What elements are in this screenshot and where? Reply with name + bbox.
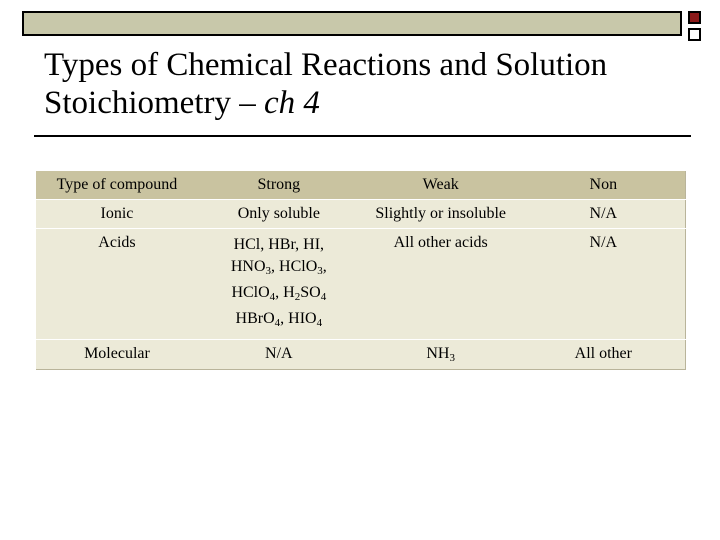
title-line-1: Types of Chemical Reactions and Solution bbox=[44, 47, 608, 83]
cell-non: N/A bbox=[589, 205, 618, 222]
table-row-acids bbox=[36, 229, 686, 340]
cell-weak: Slightly or insoluble bbox=[375, 205, 507, 222]
title-line-2: Stoichiometry – bbox=[44, 85, 264, 121]
header-type: Type of compound bbox=[56, 176, 178, 193]
acid-line-2: $HNO_3$, HClO$_3$, bbox=[230, 258, 327, 277]
acid-line-3: HClO$_4$, $H_2SO_4$ bbox=[231, 284, 327, 303]
table-row-ionic bbox=[36, 200, 686, 229]
corner-square-red bbox=[688, 11, 701, 24]
cell-type: Ionic bbox=[100, 205, 134, 222]
corner-square-white bbox=[688, 28, 701, 41]
title-chapter: ch 4 bbox=[263, 85, 320, 121]
formula-base: NH bbox=[426, 345, 450, 362]
cell-strong: Only soluble bbox=[237, 205, 320, 222]
cell-strong-acids-list bbox=[198, 229, 360, 340]
acid-line-1: HCl, HBr, HI, bbox=[233, 236, 325, 253]
cell-weak bbox=[360, 340, 522, 370]
slide-title bbox=[44, 46, 704, 122]
table-header-row bbox=[36, 171, 686, 200]
header-strong: Strong bbox=[257, 176, 301, 193]
title-divider bbox=[34, 135, 691, 137]
cell-non: All other bbox=[574, 345, 632, 362]
formula-subscript: 3 bbox=[449, 352, 455, 364]
header-weak: Weak bbox=[422, 176, 459, 193]
cell-non: N/A bbox=[589, 234, 618, 251]
cell-strong: N/A bbox=[265, 345, 293, 362]
cell-weak: All other acids bbox=[393, 234, 488, 251]
title-bar-decoration bbox=[22, 11, 682, 36]
header-non: Non bbox=[589, 176, 618, 193]
table-row-molecular bbox=[36, 340, 686, 370]
cell-type: Molecular bbox=[84, 345, 150, 362]
cell-type: Acids bbox=[98, 234, 136, 251]
compound-strength-table bbox=[36, 171, 686, 370]
acid-line-4: HBrO$_4$, $HIO_4$ bbox=[235, 310, 323, 329]
